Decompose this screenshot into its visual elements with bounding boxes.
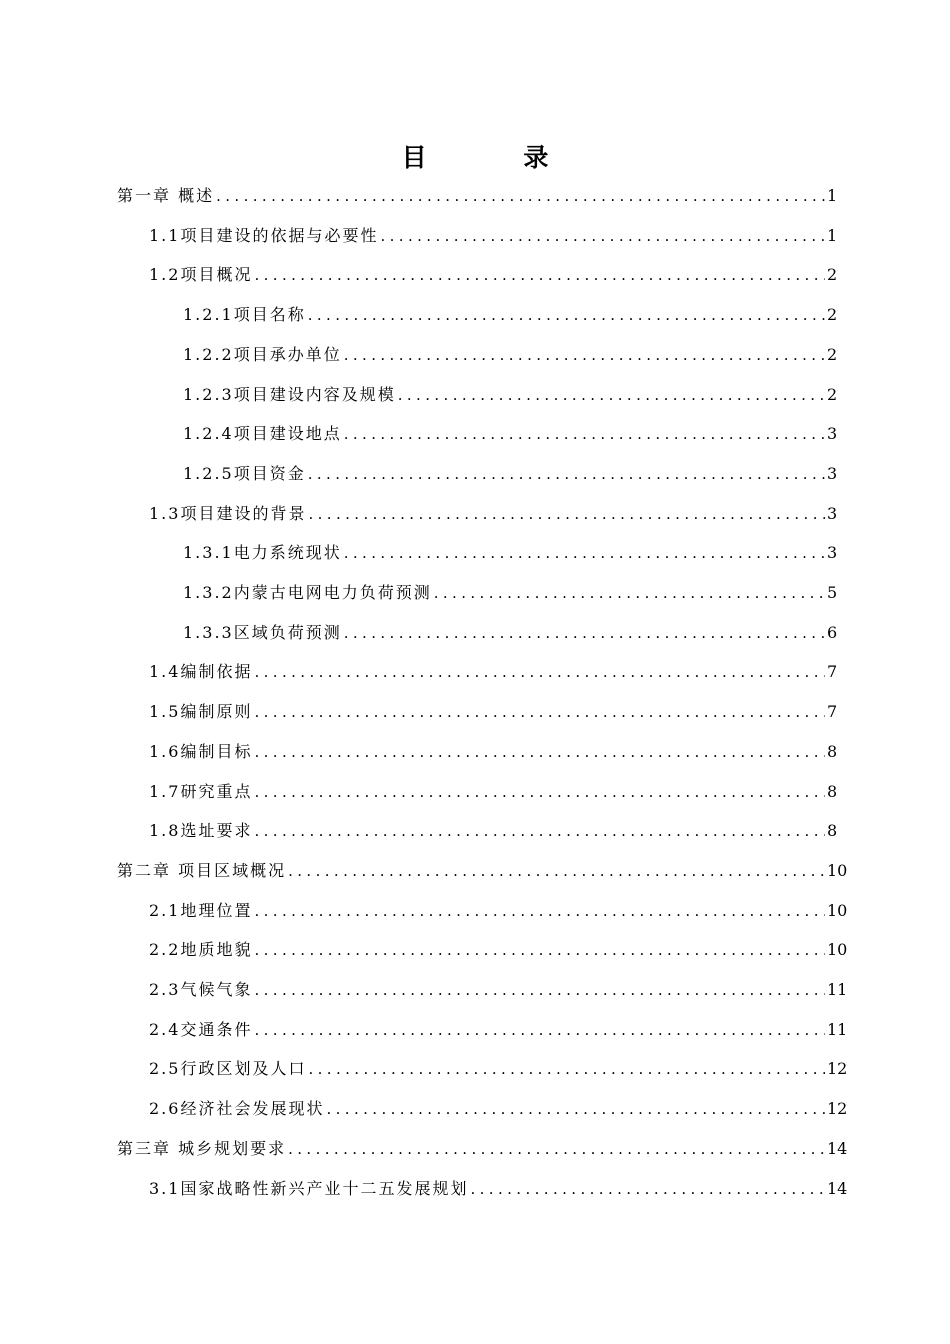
toc-entry-title: 1.3.2内蒙古电网电力负荷预测 bbox=[183, 583, 432, 602]
toc-entry[interactable] bbox=[149, 1053, 848, 1079]
dot-leader bbox=[254, 980, 825, 1000]
toc-entry-title: 1.2.5项目资金 bbox=[183, 463, 306, 483]
toc-entry[interactable] bbox=[149, 1014, 848, 1040]
toc-entry[interactable] bbox=[149, 974, 848, 1000]
dot-leader bbox=[308, 1059, 825, 1079]
dot-leader bbox=[254, 702, 825, 722]
toc-entry-title: 1.5编制原则 bbox=[149, 702, 253, 722]
toc-entry[interactable] bbox=[183, 458, 837, 484]
toc-entry[interactable] bbox=[183, 339, 837, 365]
toc-entry-title: 1.3.1电力系统现状 bbox=[183, 543, 342, 563]
toc-page-number: 10 bbox=[827, 860, 848, 880]
toc-page-number: 8 bbox=[827, 741, 838, 761]
toc-page-number: 12 bbox=[827, 1059, 848, 1079]
dot-leader bbox=[254, 782, 825, 802]
toc-entry-title: 1.2.4项目建设地点 bbox=[183, 424, 342, 444]
dot-leader bbox=[380, 226, 825, 246]
toc-page-number: 8 bbox=[827, 821, 838, 841]
toc-entry-title: 2.6经济社会发展现状 bbox=[149, 1099, 325, 1119]
toc-page-number: 14 bbox=[827, 1138, 848, 1158]
toc-entry-title: 第三章 城乡规划要求 bbox=[117, 1138, 287, 1158]
toc-entry[interactable] bbox=[183, 577, 837, 603]
toc-page-number: 11 bbox=[827, 980, 848, 999]
toc-entry[interactable] bbox=[117, 1133, 848, 1159]
toc-page-number: 2 bbox=[827, 384, 838, 404]
toc-entry[interactable] bbox=[149, 895, 848, 921]
dot-leader bbox=[254, 1020, 825, 1040]
toc-entry[interactable] bbox=[149, 656, 837, 682]
toc-page-number: 3 bbox=[827, 463, 838, 483]
toc-entry-title: 1.4编制依据 bbox=[149, 662, 253, 682]
toc-entry-title: 1.2项目概况 bbox=[149, 265, 253, 285]
dot-leader bbox=[254, 742, 825, 762]
toc-entry-title: 2.1地理位置 bbox=[149, 900, 253, 920]
dot-leader bbox=[344, 623, 825, 643]
toc-entry[interactable] bbox=[117, 855, 848, 881]
toc-entry[interactable] bbox=[183, 299, 837, 325]
toc-entry[interactable] bbox=[183, 418, 837, 444]
toc-entry[interactable] bbox=[149, 1173, 848, 1199]
toc-entry[interactable] bbox=[183, 617, 837, 643]
dot-leader bbox=[434, 583, 825, 603]
toc-page-number: 10 bbox=[827, 900, 848, 920]
toc-page-number: 1 bbox=[827, 186, 838, 205]
toc-page-number: 2 bbox=[827, 305, 838, 325]
toc-entry[interactable] bbox=[149, 696, 837, 722]
toc-entry[interactable] bbox=[149, 498, 837, 524]
dot-leader bbox=[398, 385, 825, 405]
toc-page-number: 14 bbox=[827, 1178, 848, 1198]
toc-entry[interactable] bbox=[183, 379, 837, 405]
toc-page-number: 5 bbox=[827, 583, 838, 602]
toc-entry[interactable] bbox=[117, 180, 837, 206]
toc-page-number: 1 bbox=[827, 225, 838, 245]
toc-entry-title: 1.6编制目标 bbox=[149, 741, 253, 761]
toc-entry-title: 3.1国家战略性新兴产业十二五发展规划 bbox=[149, 1178, 469, 1198]
toc-page-number: 3 bbox=[827, 503, 838, 523]
dot-leader bbox=[254, 901, 825, 921]
dot-leader bbox=[470, 1179, 825, 1199]
dot-leader bbox=[308, 504, 825, 524]
dot-leader bbox=[254, 821, 825, 841]
toc-page-number: 2 bbox=[827, 344, 838, 364]
dot-leader bbox=[308, 305, 825, 325]
toc-entry[interactable] bbox=[149, 934, 848, 960]
toc-page-number: 6 bbox=[827, 622, 838, 642]
toc-entry-title: 1.2.1项目名称 bbox=[183, 305, 306, 325]
toc-entry[interactable] bbox=[149, 815, 837, 841]
dot-leader bbox=[344, 424, 825, 444]
dot-leader bbox=[216, 186, 825, 206]
toc-entry[interactable] bbox=[149, 220, 837, 246]
toc-page-number: 12 bbox=[827, 1099, 848, 1119]
toc-entry[interactable] bbox=[149, 259, 837, 285]
toc-entry[interactable] bbox=[149, 1093, 848, 1119]
toc-page-number: 3 bbox=[827, 543, 838, 563]
toc-page-number: 7 bbox=[827, 662, 838, 682]
dot-leader bbox=[288, 861, 825, 881]
toc-entry-title: 1.2.2项目承办单位 bbox=[183, 344, 342, 364]
dot-leader bbox=[344, 345, 825, 365]
dot-leader bbox=[308, 464, 825, 484]
toc-entry[interactable] bbox=[183, 537, 837, 563]
toc-entry-title: 2.3气候气象 bbox=[149, 980, 253, 999]
toc-title: 目 录 bbox=[401, 143, 593, 172]
toc-page-number: 8 bbox=[827, 781, 838, 801]
toc-entry-title: 2.4交通条件 bbox=[149, 1019, 253, 1039]
toc-entry-title: 1.7研究重点 bbox=[149, 781, 253, 801]
dot-leader bbox=[288, 1139, 825, 1159]
dot-leader bbox=[344, 543, 825, 563]
toc-page-number: 11 bbox=[827, 1019, 848, 1039]
toc-entry-title: 1.2.3项目建设内容及规模 bbox=[183, 384, 396, 404]
dot-leader bbox=[254, 662, 825, 682]
toc-entry-title: 2.5行政区划及人口 bbox=[149, 1059, 307, 1079]
toc-page-number: 7 bbox=[827, 702, 838, 722]
toc-entry-title: 1.3项目建设的背景 bbox=[149, 503, 307, 523]
toc-entry-title: 1.3.3区域负荷预测 bbox=[183, 622, 342, 642]
dot-leader bbox=[254, 940, 825, 960]
toc-entry[interactable] bbox=[149, 736, 837, 762]
toc-entry-title: 第二章 项目区域概况 bbox=[117, 860, 287, 880]
toc-entry-title: 1.1项目建设的依据与必要性 bbox=[149, 225, 379, 245]
toc-page-number: 3 bbox=[827, 424, 838, 444]
toc-entry[interactable] bbox=[149, 776, 837, 802]
dot-leader bbox=[326, 1099, 825, 1119]
dot-leader bbox=[254, 265, 825, 285]
toc-page-number: 10 bbox=[827, 940, 848, 960]
toc-page-number: 2 bbox=[827, 265, 838, 285]
toc-entry-title: 2.2地质地貌 bbox=[149, 940, 253, 960]
toc-entry-title: 第一章 概述 bbox=[117, 186, 215, 205]
toc-entry-title: 1.8选址要求 bbox=[149, 821, 253, 841]
